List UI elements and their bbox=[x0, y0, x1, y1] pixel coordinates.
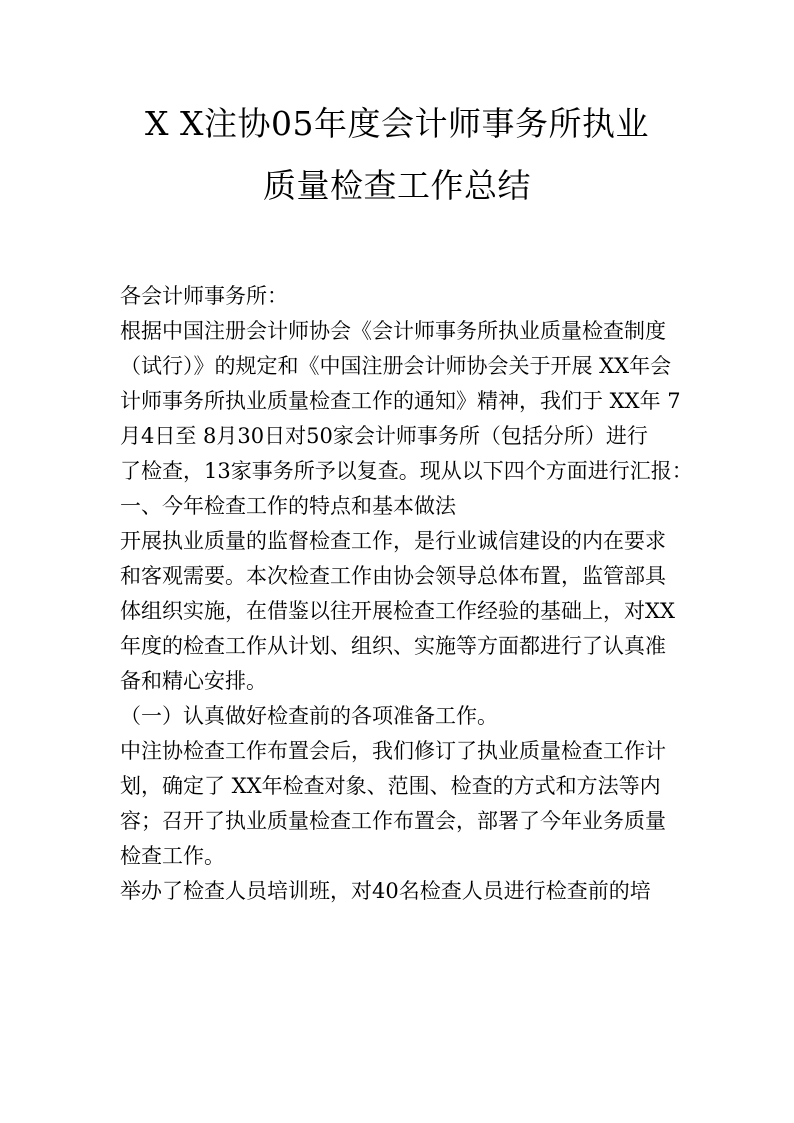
section-heading: 一、今年检查工作的特点和基本做法 bbox=[120, 494, 456, 518]
paragraph-line: 容；召开了执业质量检查工作布置会，部署了今年业务质量 bbox=[120, 809, 666, 833]
title-line-1: X X注协05年度会计师事务所执业 bbox=[145, 104, 649, 143]
paragraph-line: 月4日至 8月30日对50家会计师事务所（包括分所）进行 bbox=[120, 424, 648, 448]
paragraph-line: 检查工作。 bbox=[120, 844, 225, 868]
subsection-heading: （一）认真做好检查前的各项准备工作。 bbox=[120, 704, 498, 728]
paragraph-line: 计师事务所执业质量检查工作的通知》精神，我们于 XX年 7 bbox=[120, 389, 681, 413]
document-title bbox=[110, 103, 684, 207]
paragraph-line: 体组织实施，在借鉴以往开展检查工作经验的基础上，对XX bbox=[120, 599, 675, 623]
document-body bbox=[120, 279, 693, 909]
salutation: 各会计师事务所： bbox=[120, 284, 288, 308]
paragraph-line: 中注协检查工作布置会后，我们修订了执业质量检查工作计 bbox=[120, 739, 666, 763]
paragraph-line: 开展执业质量的监督检查工作，是行业诚信建设的内在要求 bbox=[120, 529, 666, 553]
paragraph-line: 根据中国注册会计师协会《会计师事务所执业质量检查制度 bbox=[120, 319, 666, 343]
paragraph-line: 了检查，13家事务所予以复查。现从以下四个方面进行汇报： bbox=[120, 459, 693, 483]
paragraph-line: 划，确定了 XX年检查对象、范围、检查的方式和方法等内 bbox=[120, 774, 661, 798]
paragraph-line: 举办了检查人员培训班，对40名检查人员进行检查前的培 bbox=[120, 879, 651, 903]
paragraph-line: 和客观需要。本次检查工作由协会领导总体布置，监管部具 bbox=[120, 564, 666, 588]
title-line-2: 质量检查工作总结 bbox=[263, 166, 531, 205]
paragraph-line: 备和精心安排。 bbox=[120, 669, 267, 693]
paragraph-line: 年度的检查工作从计划、组织、实施等方面都进行了认真准 bbox=[120, 634, 666, 658]
paragraph-line: （试行）》的规定和《中国注册会计师协会关于开展 XX年会 bbox=[120, 354, 672, 378]
